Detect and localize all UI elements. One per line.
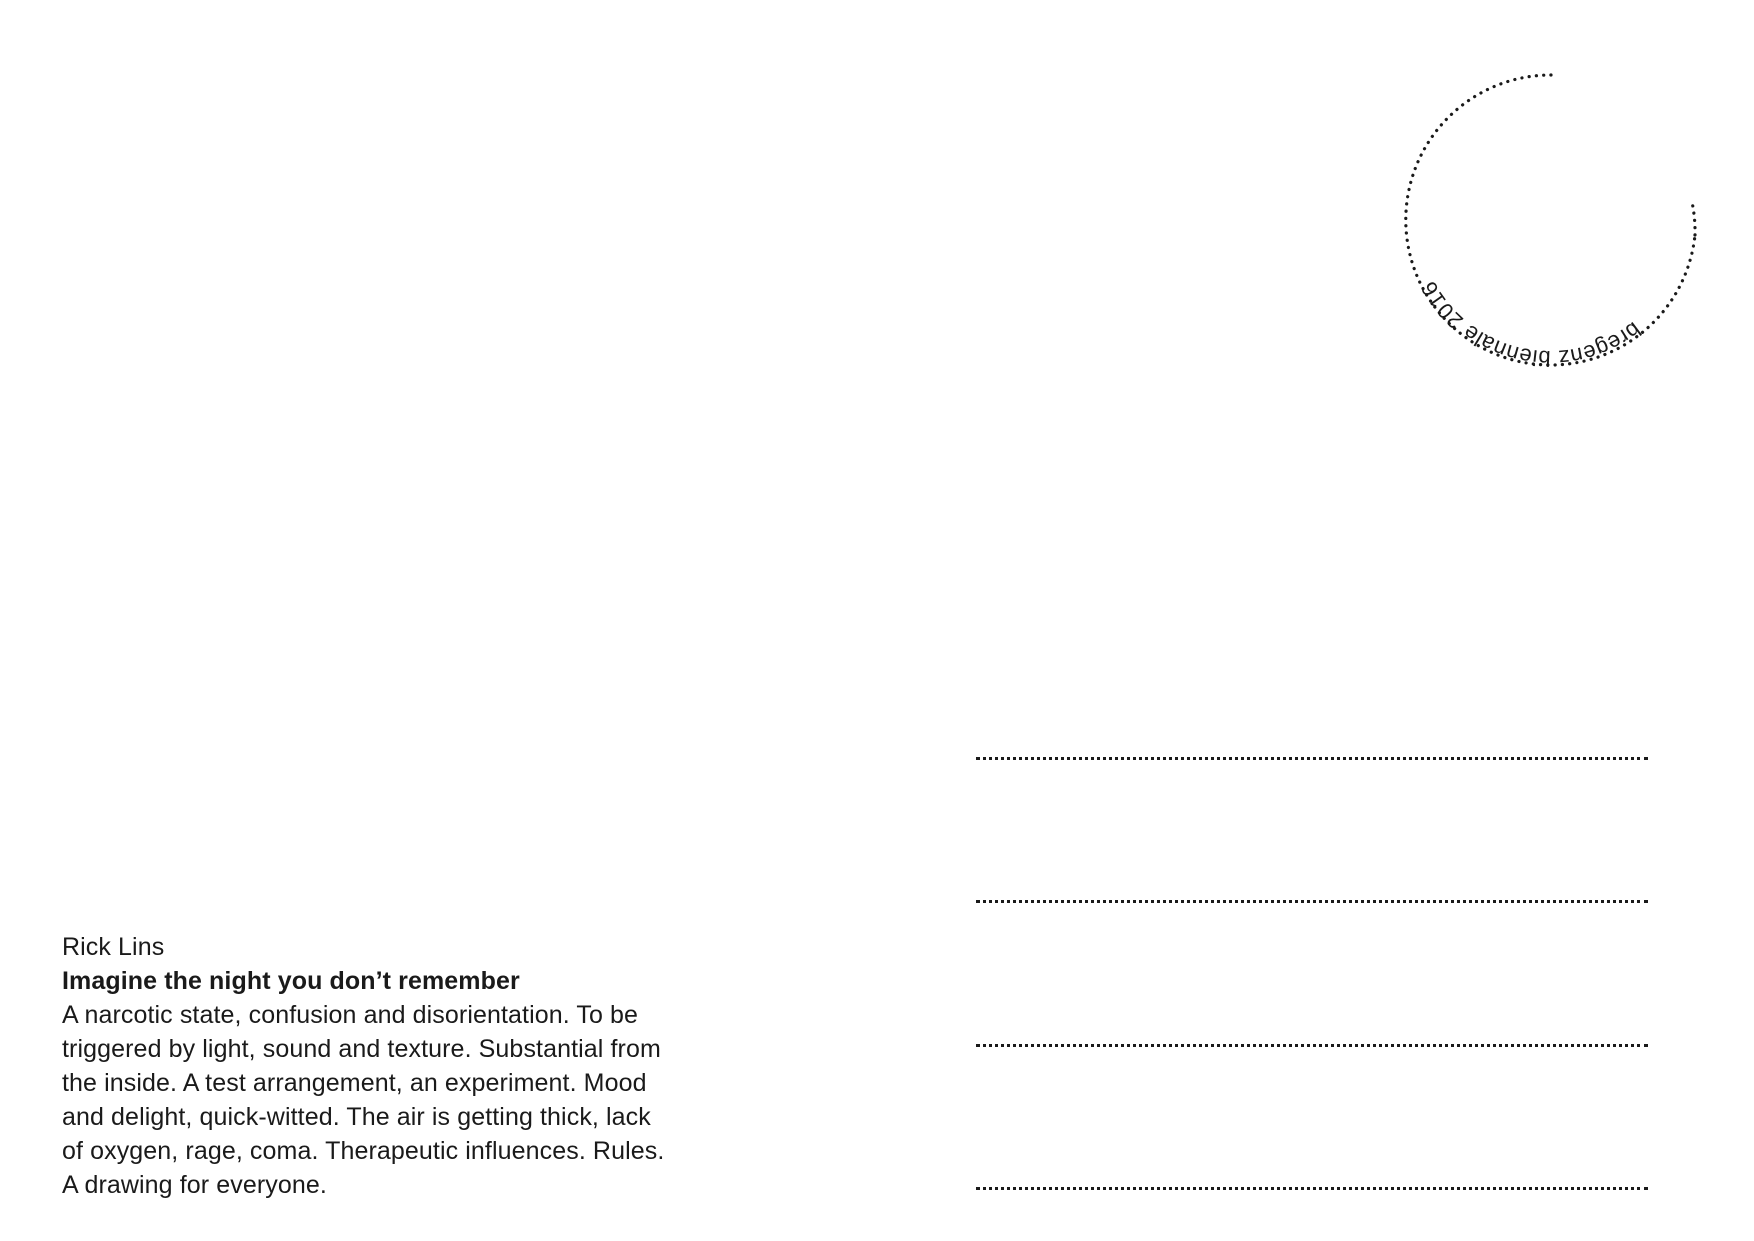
description-line: A narcotic state, confusion and disorientation. To be [62,1001,639,1029]
address-line[interactable] [976,1044,1648,1047]
description-line: and delight, quick-witted. The air is getting thick, lack [62,1103,651,1131]
artist-name: Rick Lins [62,933,165,961]
description-line: A drawing for everyone. [62,1171,327,1199]
stamp-dotted-ring-tail [1692,202,1695,235]
stamp-area [1380,50,1720,390]
stamp-circle [1380,50,1720,390]
artwork-title: Imagine the night you don’t remember [62,967,520,995]
description-line: the inside. A test arrangement, an experiment. Mood [62,1069,647,1097]
address-line[interactable] [976,757,1648,760]
description-line: triggered by light, sound and texture. Substantial from [62,1035,661,1063]
description-line: of oxygen, rage, coma. Therapeutic influences. Rules. [62,1137,665,1165]
address-line[interactable] [976,1187,1648,1190]
stamp-label: bregenz biennale 2016 [1415,276,1646,372]
address-lines [976,750,1648,1200]
address-line[interactable] [976,900,1648,903]
artwork-caption [62,930,742,1202]
